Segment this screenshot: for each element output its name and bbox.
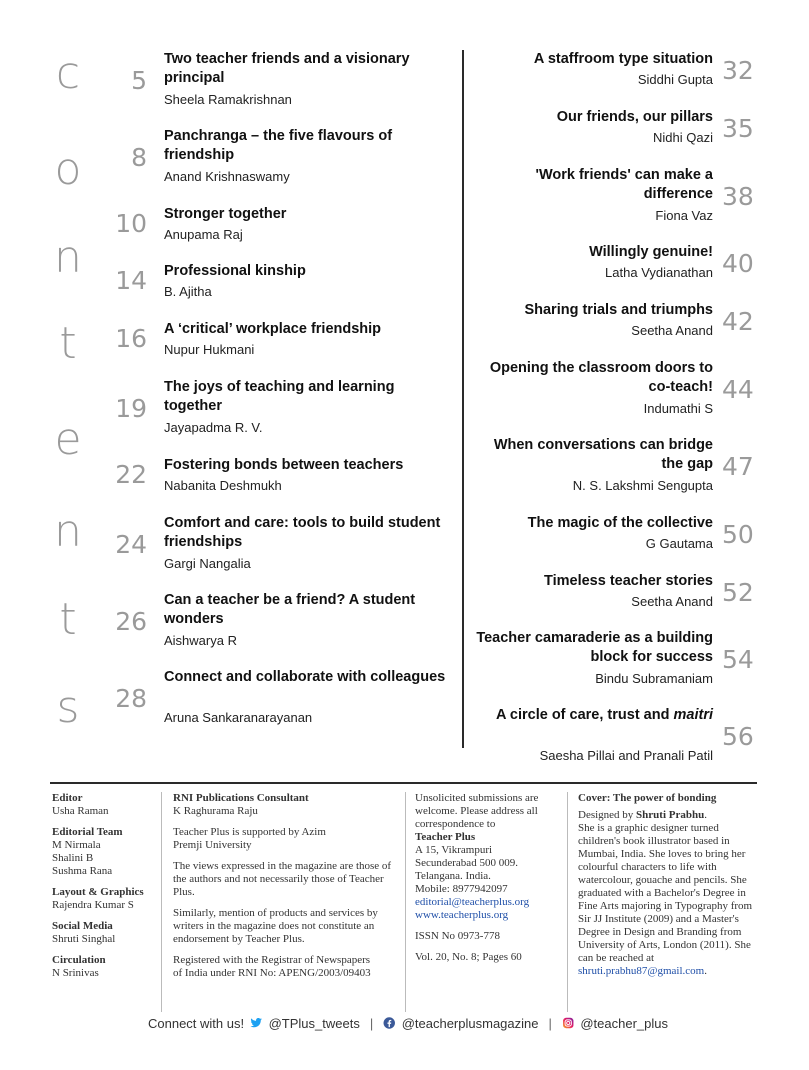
contents-letter: t: [59, 318, 77, 369]
page-number: 42: [722, 307, 754, 336]
address-line: Secunderabad 500 009.: [415, 857, 518, 869]
article-author: Nidhi Qazi: [653, 130, 713, 145]
page-number: 32: [722, 56, 754, 85]
contents-letter: e: [54, 414, 82, 465]
article-title: Connect and collaborate with colleagues: [164, 669, 446, 685]
article-title: Our friends, our pillars: [556, 109, 713, 125]
social-label: Social Media: [52, 920, 113, 932]
article-author: Anupama Raj: [164, 227, 243, 242]
article-title: A circle of care, trust and maitri: [495, 707, 713, 723]
article-author: Gargi Nangalia: [164, 556, 251, 571]
editor-name: Usha Raman: [52, 805, 109, 817]
column-divider: [462, 50, 464, 748]
social-name: Shruti Singhal: [52, 933, 116, 945]
designer-name: Shruti Prabhu: [636, 809, 705, 821]
team-member: Shalini B: [52, 852, 94, 864]
article-title: Panchranga – the five flavours of friendship: [164, 128, 393, 163]
page-number: 8: [131, 143, 147, 172]
article-title: A staffroom type situation: [533, 51, 713, 67]
article-title: Teacher camaraderie as a building block for success: [476, 630, 713, 665]
article-author: Seetha Anand: [631, 594, 713, 609]
twitter-icon[interactable]: [250, 1014, 262, 1032]
circulation-name: N Srinivas: [52, 967, 99, 979]
article-title: The magic of the collective: [527, 515, 713, 531]
page-number: 47: [722, 452, 754, 481]
contents-letter: c: [55, 48, 81, 99]
page-number: 28: [115, 684, 147, 713]
article-author: Saesha Pillai and Pranali Patil: [539, 748, 713, 763]
separator: |: [369, 1015, 374, 1031]
issn-number: ISSN No 0973-778: [415, 930, 500, 942]
contents-letter: n: [54, 232, 82, 283]
instagram-icon[interactable]: [562, 1014, 574, 1032]
article-author: N. S. Lakshmi Sengupta: [572, 478, 713, 493]
credits-staff: [52, 792, 152, 980]
page-number: 24: [115, 530, 147, 559]
contents-letter: n: [54, 506, 82, 557]
circulation-label: Circulation: [52, 954, 106, 966]
designer-email-link[interactable]: shruti.prabhu87@gmail.com: [578, 965, 705, 977]
page-number: 10: [115, 209, 147, 238]
article-author: Jayapadma R. V.: [164, 420, 263, 435]
article-author: Sheela Ramakrishnan: [164, 92, 292, 107]
article-title: Fostering bonds between teachers: [164, 457, 404, 473]
support-text: Teacher Plus is supported by Azim Premji University: [173, 826, 326, 851]
article-author: Latha Vydianathan: [605, 265, 713, 280]
credits-cover: Cover: The power of bonding Designed by Shruti Prabhu. She is a graphic designer turned children's book illustrator based in Mumbai, India. She loves to bring her colourful characters to life with watercolour, gouache and pencils. She graduated with a Bachelor's Degree in Fine Arts majoring in Typography from Sir JJ Institute (2009) and a Master's Degree in Design and Branding from University of Arts, London (2011). She can be reached at shruti.prabhu87@gmail.com.: [578, 792, 758, 978]
article-title: Sharing trials and triumphs: [524, 302, 713, 318]
facebook-icon[interactable]: [383, 1014, 395, 1032]
website-link[interactable]: www.teacherplus.org: [415, 909, 509, 921]
address-line: Telangana. India.: [415, 870, 491, 882]
cover-label: Cover: The power of bonding: [578, 792, 717, 804]
article-title: Timeless teacher stories: [544, 573, 713, 589]
article-author: Aishwarya R: [164, 633, 237, 648]
page-number: 19: [115, 394, 147, 423]
layout-label: Layout & Graphics: [52, 886, 144, 898]
page-number: 22: [115, 460, 147, 489]
article-author: B. Ajitha: [164, 284, 212, 299]
page-number: 40: [722, 249, 754, 278]
page-number: 35: [722, 114, 754, 143]
connect-text: Connect with us!: [148, 1015, 245, 1031]
page-number: 44: [722, 375, 754, 404]
page-number: 38: [722, 182, 754, 211]
org-name: Teacher Plus: [415, 831, 476, 843]
article-title: Opening the classroom doors to co-teach!: [489, 360, 713, 395]
editor-label: Editor: [52, 792, 83, 804]
article-author: Seetha Anand: [631, 323, 713, 338]
page-number: 26: [115, 607, 147, 636]
page-number: 5: [131, 66, 147, 95]
article-author: Bindu Subramaniam: [595, 671, 713, 686]
contents-letter: o: [54, 144, 82, 195]
separator: |: [548, 1015, 552, 1031]
contents-letter: s: [56, 682, 80, 733]
article-author: Nupur Hukmani: [164, 342, 255, 357]
address-line: A 15, Vikrampuri: [415, 844, 493, 856]
article-title: The joys of teaching and learning together: [164, 379, 395, 414]
article-title: A ‘critical’ workplace friendship: [164, 321, 382, 337]
layout-name: Rajendra Kumar S: [52, 899, 134, 911]
page-number: 56: [722, 722, 754, 751]
team-member: Sushma Rana: [52, 865, 113, 877]
article-author: Indumathi S: [643, 401, 713, 416]
designed-by: Designed by Shruti Prabhu.: [578, 809, 707, 821]
article-title: Willingly genuine!: [589, 244, 713, 260]
footer-column-separator: [567, 792, 568, 1012]
team-label: Editorial Team: [52, 826, 123, 838]
rni-name: K Raghurama Raju: [173, 805, 258, 817]
instagram-handle[interactable]: @teacher_plus: [580, 1015, 668, 1031]
team-member: M Nirmala: [52, 839, 101, 851]
page-number: 54: [722, 645, 754, 674]
article-author: G Gautama: [645, 536, 713, 551]
article-author: Anand Krishnaswamy: [164, 169, 290, 184]
article-author: Nabanita Deshmukh: [164, 478, 282, 493]
volume-info: Vol. 20, No. 8; Pages 60: [415, 951, 522, 963]
mention-text: Similarly, mention of products and services by writers in the magazine does not constitute an endorsement by Teacher Plus.: [173, 907, 378, 945]
article-title: Can a teacher be a friend? A student wonders: [164, 592, 416, 627]
social-bar: [148, 1013, 668, 1033]
facebook-handle[interactable]: @teacherplusmagazine: [401, 1015, 539, 1031]
article-title: Comfort and care: tools to build student friendships: [164, 515, 441, 550]
unsolicited-text: Unsolicited submissions are welcome. Please address all correspondence to: [415, 792, 539, 830]
page-number: 50: [722, 520, 754, 549]
article-author: Aruna Sankaranarayanan: [164, 710, 313, 725]
article-title: 'Work friends' can make a difference: [535, 167, 713, 202]
page-number: 14: [115, 266, 147, 295]
footer-column-separator: [405, 792, 406, 1012]
mobile-number: Mobile: 8977942097: [415, 883, 508, 895]
article-title: Professional kinship: [164, 263, 306, 279]
twitter-handle[interactable]: @TPlus_tweets: [268, 1015, 360, 1031]
article-title: Stronger together: [164, 206, 287, 222]
article-author: Siddhi Gupta: [637, 72, 713, 87]
page-number: 52: [722, 578, 754, 607]
registered-text: Registered with the Registrar of Newspapers of India under RNI No: APENG/2003/09403: [173, 954, 371, 979]
views-text: The views expressed in the magazine are those of the authors and not necessarily those of Teacher Plus.: [173, 860, 392, 898]
rni-label: RNI Publications Consultant: [173, 792, 309, 804]
credits-publication: [173, 792, 398, 980]
credits-contact: [415, 792, 560, 964]
article-title: When conversations can bridge the gap: [493, 437, 713, 472]
footer-divider: [50, 782, 757, 784]
designer-bio: She is a graphic designer turned children's book illustrator based in Mumbai, India. She loves to bring her colourful characters to life with watercolour, gouache and pencils. She graduated with a Bachelor's Degree in Fine Arts majoring in Typography from Sir JJ Institute (2009) and a Master's Degree in Design and Branding from University of Arts, London (2011). She can be reached at: [578, 822, 753, 964]
footer-column-separator: [161, 792, 162, 1012]
contents-letter: t: [59, 594, 77, 645]
article-title: Two teacher friends and a visionary principal: [164, 51, 410, 86]
editorial-email-link[interactable]: editorial@teacherplus.org: [415, 896, 530, 908]
page-number: 16: [115, 324, 147, 353]
article-author: Fiona Vaz: [655, 208, 713, 223]
